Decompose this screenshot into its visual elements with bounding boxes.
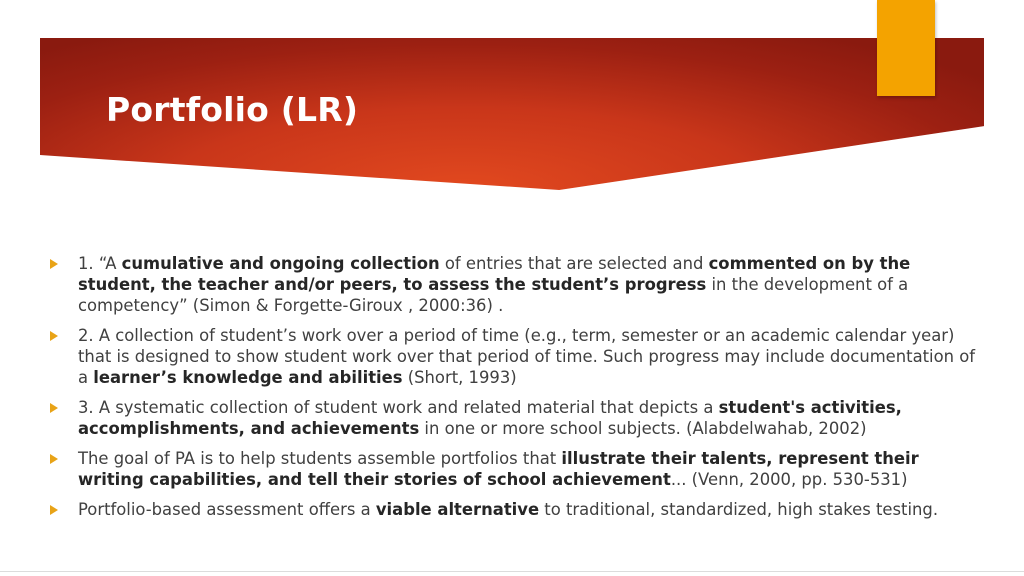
bullet-text — [78, 449, 919, 489]
bullet-bold-run: commented on by the student, the teacher and/or peers, to assess the student’s progress — [78, 254, 911, 294]
bullet-bold-run: illustrate their talents, represent their writing capabilities, and tell their stories of school achievement — [78, 449, 919, 489]
bullet-text-run: 2. A collection of student’s work over a period of time (e.g., term, semester or an academic calendar year) that is designed to show student work over that period of time. Such progress may include documentation of a — [78, 326, 976, 387]
bullet-text-run: of entries that are selected and — [439, 254, 709, 273]
bullet-item — [50, 325, 990, 388]
bullet-text-run: (Short, 1993) — [402, 368, 517, 387]
slide-title: Portfolio (LR) — [106, 90, 359, 129]
bullet-text — [78, 500, 938, 519]
bullet-bold-run: learner’s knowledge and abilities — [93, 368, 403, 387]
accent-tab — [877, 0, 935, 96]
bullet-item — [50, 397, 990, 439]
triangle-right-icon — [50, 259, 58, 269]
bullet-text — [78, 398, 902, 438]
bullet-text — [78, 326, 975, 387]
bullet-item — [50, 253, 990, 316]
triangle-right-icon — [50, 331, 58, 341]
bullet-text — [78, 254, 910, 315]
bullet-list — [50, 253, 990, 529]
bullet-text-run: in one or more school subjects. (Alabdelwahab, 2002) — [419, 419, 867, 438]
bullet-text-run: in the development of a competency” (Simon & Forgette-Giroux , 2000:36) . — [78, 275, 909, 315]
bullet-text-run: The goal of PA is to help students assemble portfolios that — [78, 449, 562, 468]
bullet-text-run: ... (Venn, 2000, pp. 530-531) — [670, 470, 908, 489]
bullet-text-run: 1. “A — [78, 254, 122, 273]
bullet-text-run: 3. A systematic collection of student work and related material that depicts a — [78, 398, 719, 417]
bullet-bold-run: student's activities, accomplishments, and achievements — [78, 398, 902, 438]
bullet-item — [50, 448, 990, 490]
bullet-bold-run: cumulative and ongoing collection — [121, 254, 440, 273]
triangle-right-icon — [50, 403, 58, 413]
triangle-right-icon — [50, 505, 58, 515]
triangle-right-icon — [50, 454, 58, 464]
bullet-item — [50, 499, 990, 520]
bullet-bold-run: viable alternative — [375, 500, 540, 519]
bullet-text-run: to traditional, standardized, high stakes testing. — [539, 500, 939, 519]
bullet-text-run: Portfolio-based assessment offers a — [78, 500, 376, 519]
bottom-divider — [0, 571, 1024, 572]
